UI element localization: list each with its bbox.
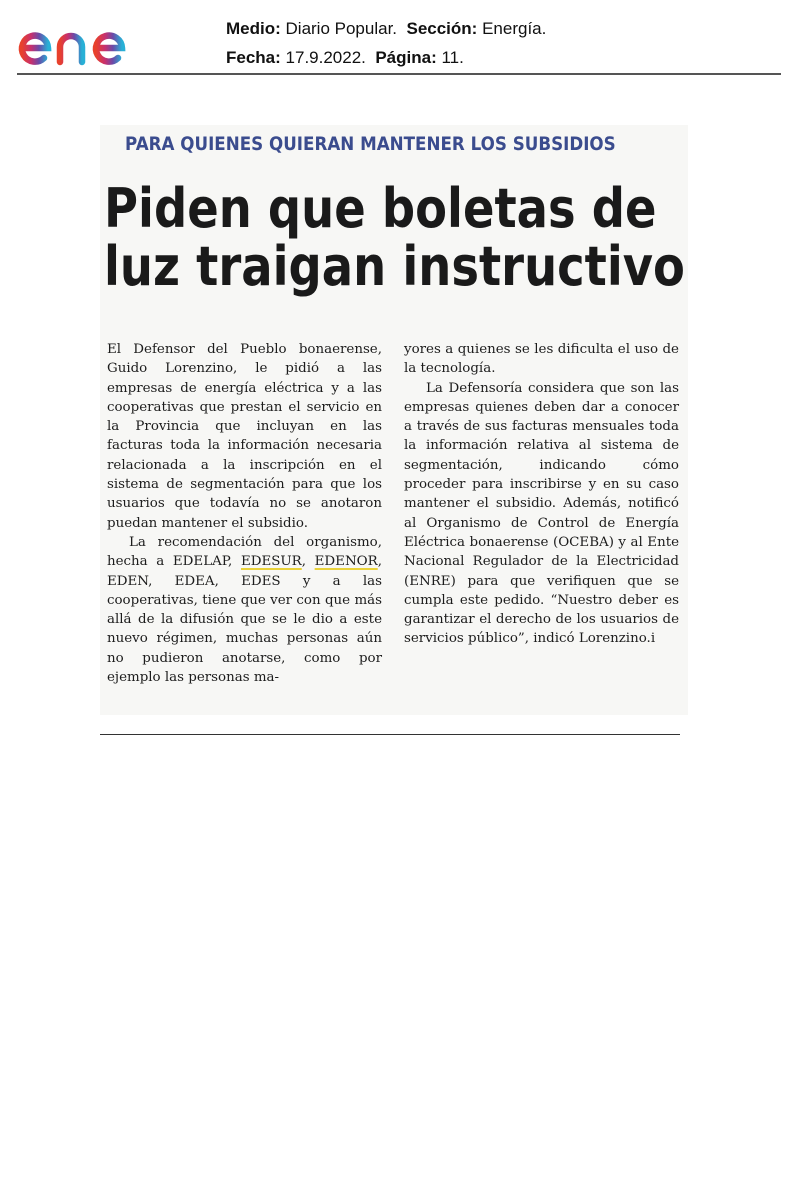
meta-line-2 — [226, 43, 546, 72]
seccion-value: Energía. — [482, 19, 547, 38]
article-bottom-divider — [100, 734, 680, 735]
pagina-value: 11. — [441, 48, 464, 67]
col2-p2-text: La Defensoría considera que son las empresas quienes deben dar a conocer a través de sus facturas mensuales toda la información relativa al sistema de segmentación, indicando cómo proceder para inscribirse y en su caso mantener el subsidio. Además, notificó al Organismo de Control de Energía Eléctrica bonaerense (OCEBA) y al Ente Nacional Regulador de la Electricidad (ENRE) para que verifiquen que se cumpla este pedido. “Nuestro deber es garantizar el derecho de los usuarios de servicios público”, indicó Lorenzino. — [404, 380, 679, 647]
article-headline — [104, 177, 685, 298]
fecha-value: 17.9.2022. — [285, 48, 366, 67]
highlight-edesur: EDESUR — [240, 554, 302, 570]
col1-p2-text-a: La recomendación del organismo, hecha a EDELAP, — [107, 534, 382, 570]
seccion-label: Sección: — [406, 19, 478, 38]
col1-p2-text-c: , EDEN, EDEA, EDES y a las cooperativas, tiene que ver con que más allá de la difusión que se le dio a este nuevo régimen, muchas personas aún no pudieron anotarse, como por ejemplo las personas ma- — [107, 554, 382, 686]
highlight-edenor: EDENOR — [314, 554, 378, 570]
pagina-label: Página: — [375, 48, 437, 67]
article-column-2 — [404, 340, 679, 649]
col1-paragraph-2 — [107, 533, 382, 687]
medio-label: Medio: — [226, 19, 281, 38]
col2-paragraph-1: yores a quienes se les dificulta el uso de la tecnología. — [404, 342, 679, 377]
col1-p2-text-b: , — [301, 554, 315, 570]
col1-paragraph-1: El Defensor del Pueblo bonaerense, Guido Lorenzino, le pidió a las empresas de energía eléctrica y a las cooperativas que prestan el servicio en la Provincia que incluyan en las facturas toda la información necesaria relacionada a la inscripción en el sistema de segmentación para que los usuarios que todavía no se anotaron puedan mantener el subsidio. — [107, 342, 382, 531]
document-meta — [226, 14, 546, 72]
headline-line-1: Piden que boletas de — [104, 177, 657, 240]
medio-value: Diario Popular. — [285, 19, 398, 38]
headline-line-2: luz traigan instructivo — [104, 235, 685, 298]
article-kicker: PARA QUIENES QUIERAN MANTENER LOS SUBSIDIOS — [125, 133, 616, 155]
fecha-label: Fecha: — [226, 48, 281, 67]
header-divider — [17, 73, 781, 75]
article-column-1 — [107, 340, 382, 687]
meta-line-1 — [226, 14, 546, 43]
enel-logo — [16, 8, 171, 70]
end-mark: i — [650, 631, 656, 647]
col2-paragraph-2 — [404, 379, 679, 649]
